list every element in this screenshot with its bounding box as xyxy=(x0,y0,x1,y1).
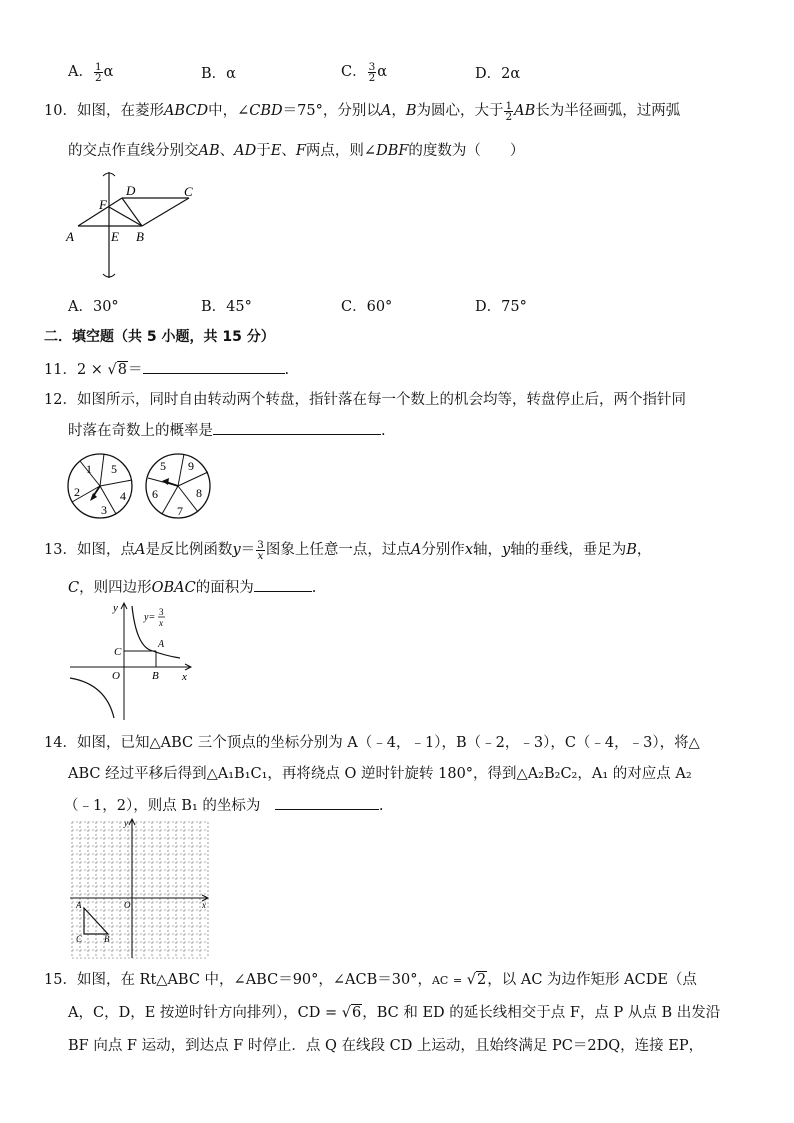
spinner-2-num-8: 8 xyxy=(196,486,202,500)
q10-line1: 10．如图，在菱形ABCD中，∠CBD＝75°，分别以A，B为圆心，大于 $\frac{1}{2}$ AB长为半径画弧，过两弧 xyxy=(44,99,681,123)
q13-fig-func-den: x xyxy=(159,618,163,628)
q10-fraction: $\frac{1}{2}$ xyxy=(505,99,513,123)
q15-sqrt-2: √2 xyxy=(466,972,487,988)
q14-fig-label-a: A xyxy=(76,900,82,910)
q9-option-c-fraction: $\frac{3}{2}$ xyxy=(368,60,376,84)
spinner-1 xyxy=(68,454,132,518)
spinner-1-num-3: 3 xyxy=(101,503,107,517)
q13-fig-label-o: O xyxy=(112,670,120,682)
spinner-1-num-1: 1 xyxy=(86,462,92,476)
q14-fig-label-x: x xyxy=(202,900,206,910)
q10-option-b: B．45° xyxy=(201,299,252,315)
q9-option-a: A． $\frac{1}{2}$ α xyxy=(68,60,114,84)
spinner-2-num-6: 6 xyxy=(152,487,158,501)
q15-line3: BF 向点 F 运动，到达点 F 时停止．点 Q 在线段 CD 上运动，且始终满足 PC＝2DQ，连接 EP， xyxy=(68,1038,704,1054)
q14-fig-label-b: B xyxy=(104,934,110,944)
q10-fig-label-f: F xyxy=(99,197,107,212)
q13-fig-label-c: C xyxy=(114,646,122,658)
q10-line2: 的交点作直线分别交AB、AD于E、F两点，则∠DBF的度数为（ ） xyxy=(68,143,525,159)
q13-fig-label-b: B xyxy=(152,670,159,682)
q13-fig-label-y: y xyxy=(113,602,118,614)
spinner-1-num-2: 2 xyxy=(74,485,80,499)
q12-line2: 时落在奇数上的概率是 . xyxy=(68,419,386,440)
q12-line1: 12．如图所示，同时自由转动两个转盘，指针落在每一个数上的机会均等，转盘停止后，两个指针同 xyxy=(44,392,686,408)
q13-line2: C，则四边形OBAC的面积为 . xyxy=(68,576,316,597)
q14-fig-label-y: y xyxy=(124,818,128,828)
spinner-2 xyxy=(146,454,210,518)
q11-answer-blank[interactable] xyxy=(143,359,285,374)
q10-fig-label-a: A xyxy=(66,229,74,244)
q14-line3: （﹣1，2），则点 B₁ 的坐标为 . xyxy=(64,794,384,815)
q12-answer-blank[interactable] xyxy=(213,420,381,435)
spinner-2-num-5: 5 xyxy=(160,459,166,473)
q15-line2: A，C，D，E 按逆时针方向排列），CD = √6，BC 和 ED 的延长线相交于点 F，点 P 从点 B 出发沿 xyxy=(68,1005,721,1021)
q10-option-d: D．75° xyxy=(475,299,527,315)
spinner-1-num-5: 5 xyxy=(111,462,117,476)
q9-option-b: B．α xyxy=(201,66,236,82)
q11-line: 11．2 × √8＝ . xyxy=(44,358,289,379)
q13-fig-label-a: A xyxy=(158,639,165,650)
q14-grid-figure xyxy=(66,816,212,962)
q9-option-a-fraction: $\frac{1}{2}$ xyxy=(94,60,102,84)
section-title: 二．填空题（共 5 小题，共 15 分） xyxy=(44,329,275,345)
q14-answer-blank[interactable] xyxy=(275,795,379,810)
q15-sqrt-6: √6 xyxy=(341,1005,362,1021)
spinner-2-num-9: 9 xyxy=(188,459,194,473)
spinner-2-num-7: 7 xyxy=(177,504,183,518)
q10-option-c: C．60° xyxy=(341,299,393,315)
q10-fig-label-b: B xyxy=(136,229,144,244)
q14-grid-lines xyxy=(72,822,208,958)
q14-fig-label-c: C xyxy=(76,934,83,944)
q15-line1: 15．如图，在 Rt△ABC 中，∠ABC＝90°，∠ACB＝30°，AC = √2，以 AC 为边作矩形 ACDE（点 xyxy=(44,972,697,988)
q13-hyperbola-figure xyxy=(66,600,196,722)
q13-fig-func-y: y= xyxy=(144,612,156,623)
q14-fig-label-o: O xyxy=(124,900,131,910)
q10-fig-label-d: D xyxy=(126,183,136,198)
spinner-1-num-4: 4 xyxy=(120,489,126,503)
q13-fig-label-x: x xyxy=(182,671,187,683)
q11-sqrt: √8 xyxy=(107,362,128,378)
q9-option-d: D．2α xyxy=(475,66,521,82)
q13-answer-blank[interactable] xyxy=(254,577,312,592)
q10-rhombus-figure xyxy=(64,168,200,282)
q13-fig-func-num: 3 xyxy=(159,607,164,617)
q13-fraction: $\frac{3}{x}$ xyxy=(257,538,264,562)
q14-line1: 14．如图，已知△ABC 三个顶点的坐标分别为 A（﹣4，﹣1），B（﹣2，﹣3），C（﹣4，﹣3），将△ xyxy=(44,735,700,751)
q14-line2: ABC 经过平移后得到△A₁B₁C₁，再将绕点 O 逆时针旋转 180°，得到△A₂B₂C₂，A₁ 的对应点 A₂ xyxy=(68,766,692,782)
q12-spinner-figure xyxy=(66,450,218,522)
q10-option-a: A．30° xyxy=(68,299,119,315)
q10-fig-label-c: C xyxy=(184,184,193,199)
q9-option-c: C． $\frac{3}{2}$ α xyxy=(341,60,388,84)
q13-line1: 13．如图，点A是反比例函数y＝ $\frac{3}{x}$ 图象上任意一点，过点A分别作x轴，y轴的垂线，垂足为B， xyxy=(44,538,652,562)
q10-fig-label-e: E xyxy=(111,229,119,244)
